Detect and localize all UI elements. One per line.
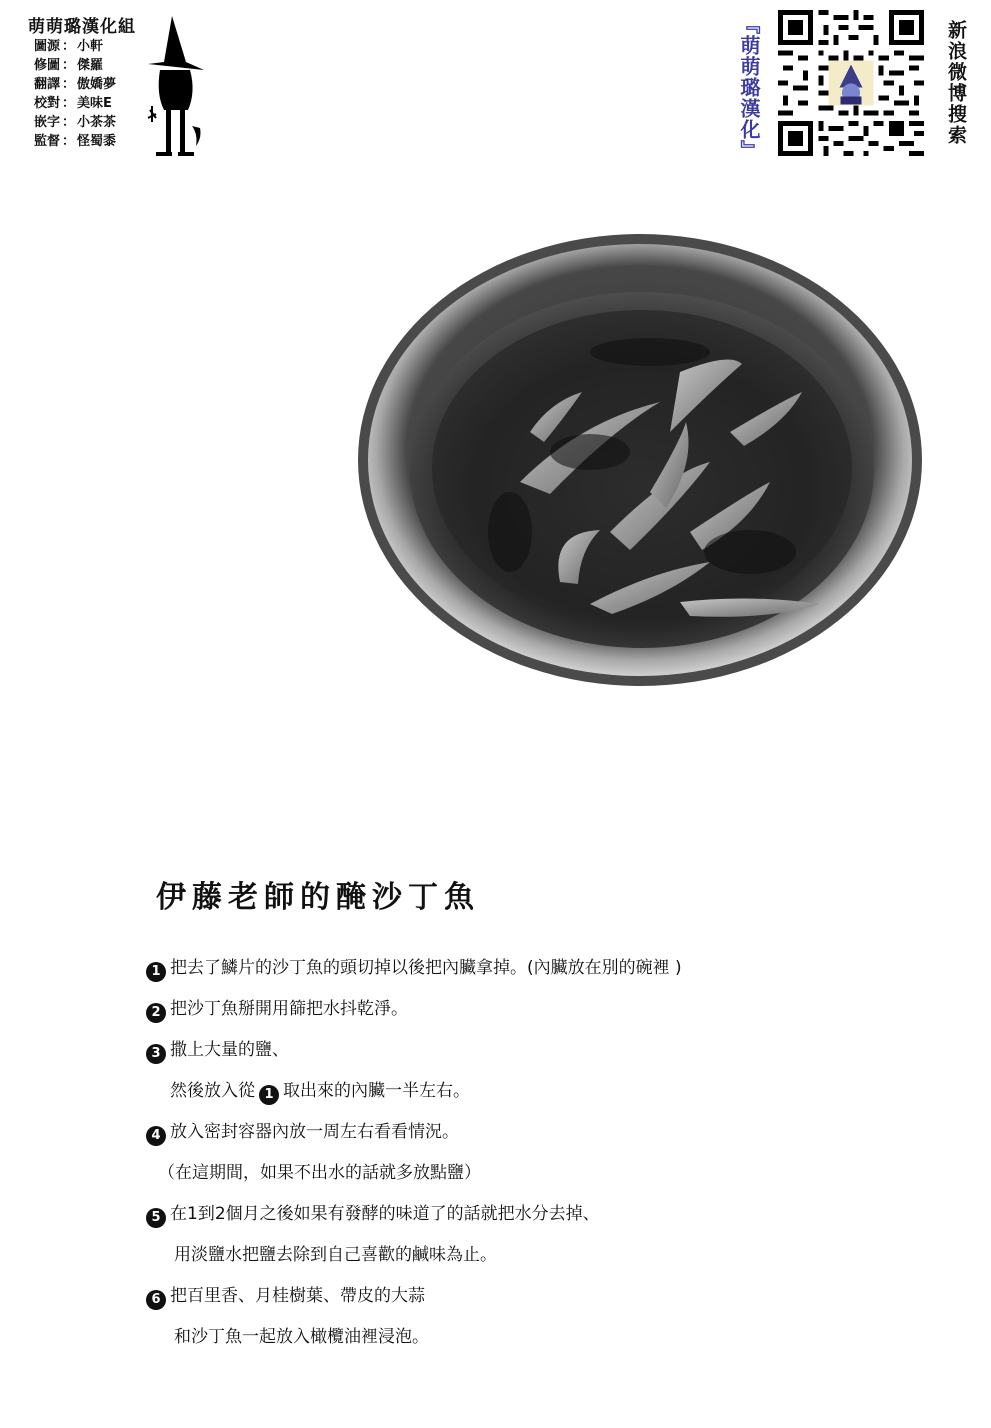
- step-line: [146, 1120, 906, 1161]
- recipe-title: 伊藤老師的醃沙丁魚: [156, 880, 480, 915]
- credit-role: 校對: [34, 96, 61, 111]
- step-text: （在這期間，如果不出水的話就多放點鹽）: [158, 1163, 481, 1183]
- qr-code-icon: [778, 10, 924, 156]
- credit-separator: ：: [62, 58, 76, 73]
- step-line: [146, 1079, 906, 1120]
- credit-separator: ：: [62, 115, 76, 130]
- credit-separator: ：: [62, 96, 76, 111]
- credit-name: 小茶茶: [77, 115, 117, 130]
- step-text: 然後放入從: [170, 1081, 255, 1101]
- step-text: 把去了鱗片的沙丁魚的頭切掉以後把內臟拿掉。(內臟放在別的碗裡 ): [170, 958, 682, 978]
- step-line: [146, 997, 906, 1038]
- step-line: [146, 1243, 906, 1284]
- credit-role: 翻譯: [34, 77, 61, 92]
- recipe-steps: [146, 956, 906, 1366]
- step-text: 把沙丁魚掰開用篩把水抖乾淨。: [170, 999, 408, 1019]
- credit-row: [34, 37, 136, 56]
- credit-role: 監督: [34, 134, 61, 149]
- step-text: 取出來的內臟一半左右。: [283, 1081, 470, 1101]
- weibo-search-label: 新浪微博搜索: [945, 20, 967, 146]
- credit-row: [34, 132, 136, 151]
- step-text: 把百里香、月桂樹葉、帶皮的大蒜: [170, 1286, 425, 1306]
- credit-name: 小軒: [77, 39, 104, 54]
- step-line: [146, 1038, 906, 1079]
- credit-role: 修圖: [34, 58, 61, 73]
- step-line: [146, 1202, 906, 1243]
- step-line: [146, 1325, 906, 1366]
- sardine-bowl-photo: [350, 232, 930, 694]
- credit-separator: ：: [62, 77, 76, 92]
- credit-name: 傑羅: [77, 58, 104, 73]
- step-note: [146, 1161, 906, 1202]
- credit-name: 怪蜀黍: [77, 134, 117, 149]
- group-name: 萌萌璐漢化組: [28, 17, 136, 37]
- step-text: 在1到2個月之後如果有發酵的味道了的話就把水分去掉、: [170, 1204, 600, 1224]
- credit-separator: ：: [62, 39, 76, 54]
- credits-block: [28, 12, 136, 151]
- credit-row: [34, 56, 136, 75]
- step-number-badge: 5: [146, 1208, 166, 1228]
- credit-role: 嵌字: [34, 115, 61, 130]
- step-text: 用淡鹽水把鹽去除到自己喜歡的鹹味為止。: [174, 1245, 497, 1265]
- step-reference-badge: 1: [259, 1085, 279, 1105]
- step-number-badge: 4: [146, 1126, 166, 1146]
- step-number-badge: 6: [146, 1290, 166, 1310]
- credit-name: 美味E: [77, 96, 112, 111]
- step-number-badge: 1: [146, 962, 166, 982]
- qr-label: 『萌萌璐漢化』: [737, 14, 761, 161]
- credit-row: [34, 75, 136, 94]
- step-line: [146, 956, 906, 997]
- step-text: 撒上大量的鹽、: [170, 1040, 289, 1060]
- witch-silhouette-icon: [142, 14, 210, 156]
- step-number-badge: 2: [146, 1003, 166, 1023]
- credit-row: [34, 94, 136, 113]
- step-text: 和沙丁魚一起放入橄欖油裡浸泡。: [174, 1327, 429, 1347]
- credit-row: [34, 113, 136, 132]
- credit-name: 傲嬌夢: [77, 77, 117, 92]
- credit-role: 圖源: [34, 39, 61, 54]
- step-number-badge: 3: [146, 1044, 166, 1064]
- step-text: 放入密封容器內放一周左右看看情況。: [170, 1122, 459, 1142]
- credit-separator: ：: [62, 134, 76, 149]
- step-line: [146, 1284, 906, 1325]
